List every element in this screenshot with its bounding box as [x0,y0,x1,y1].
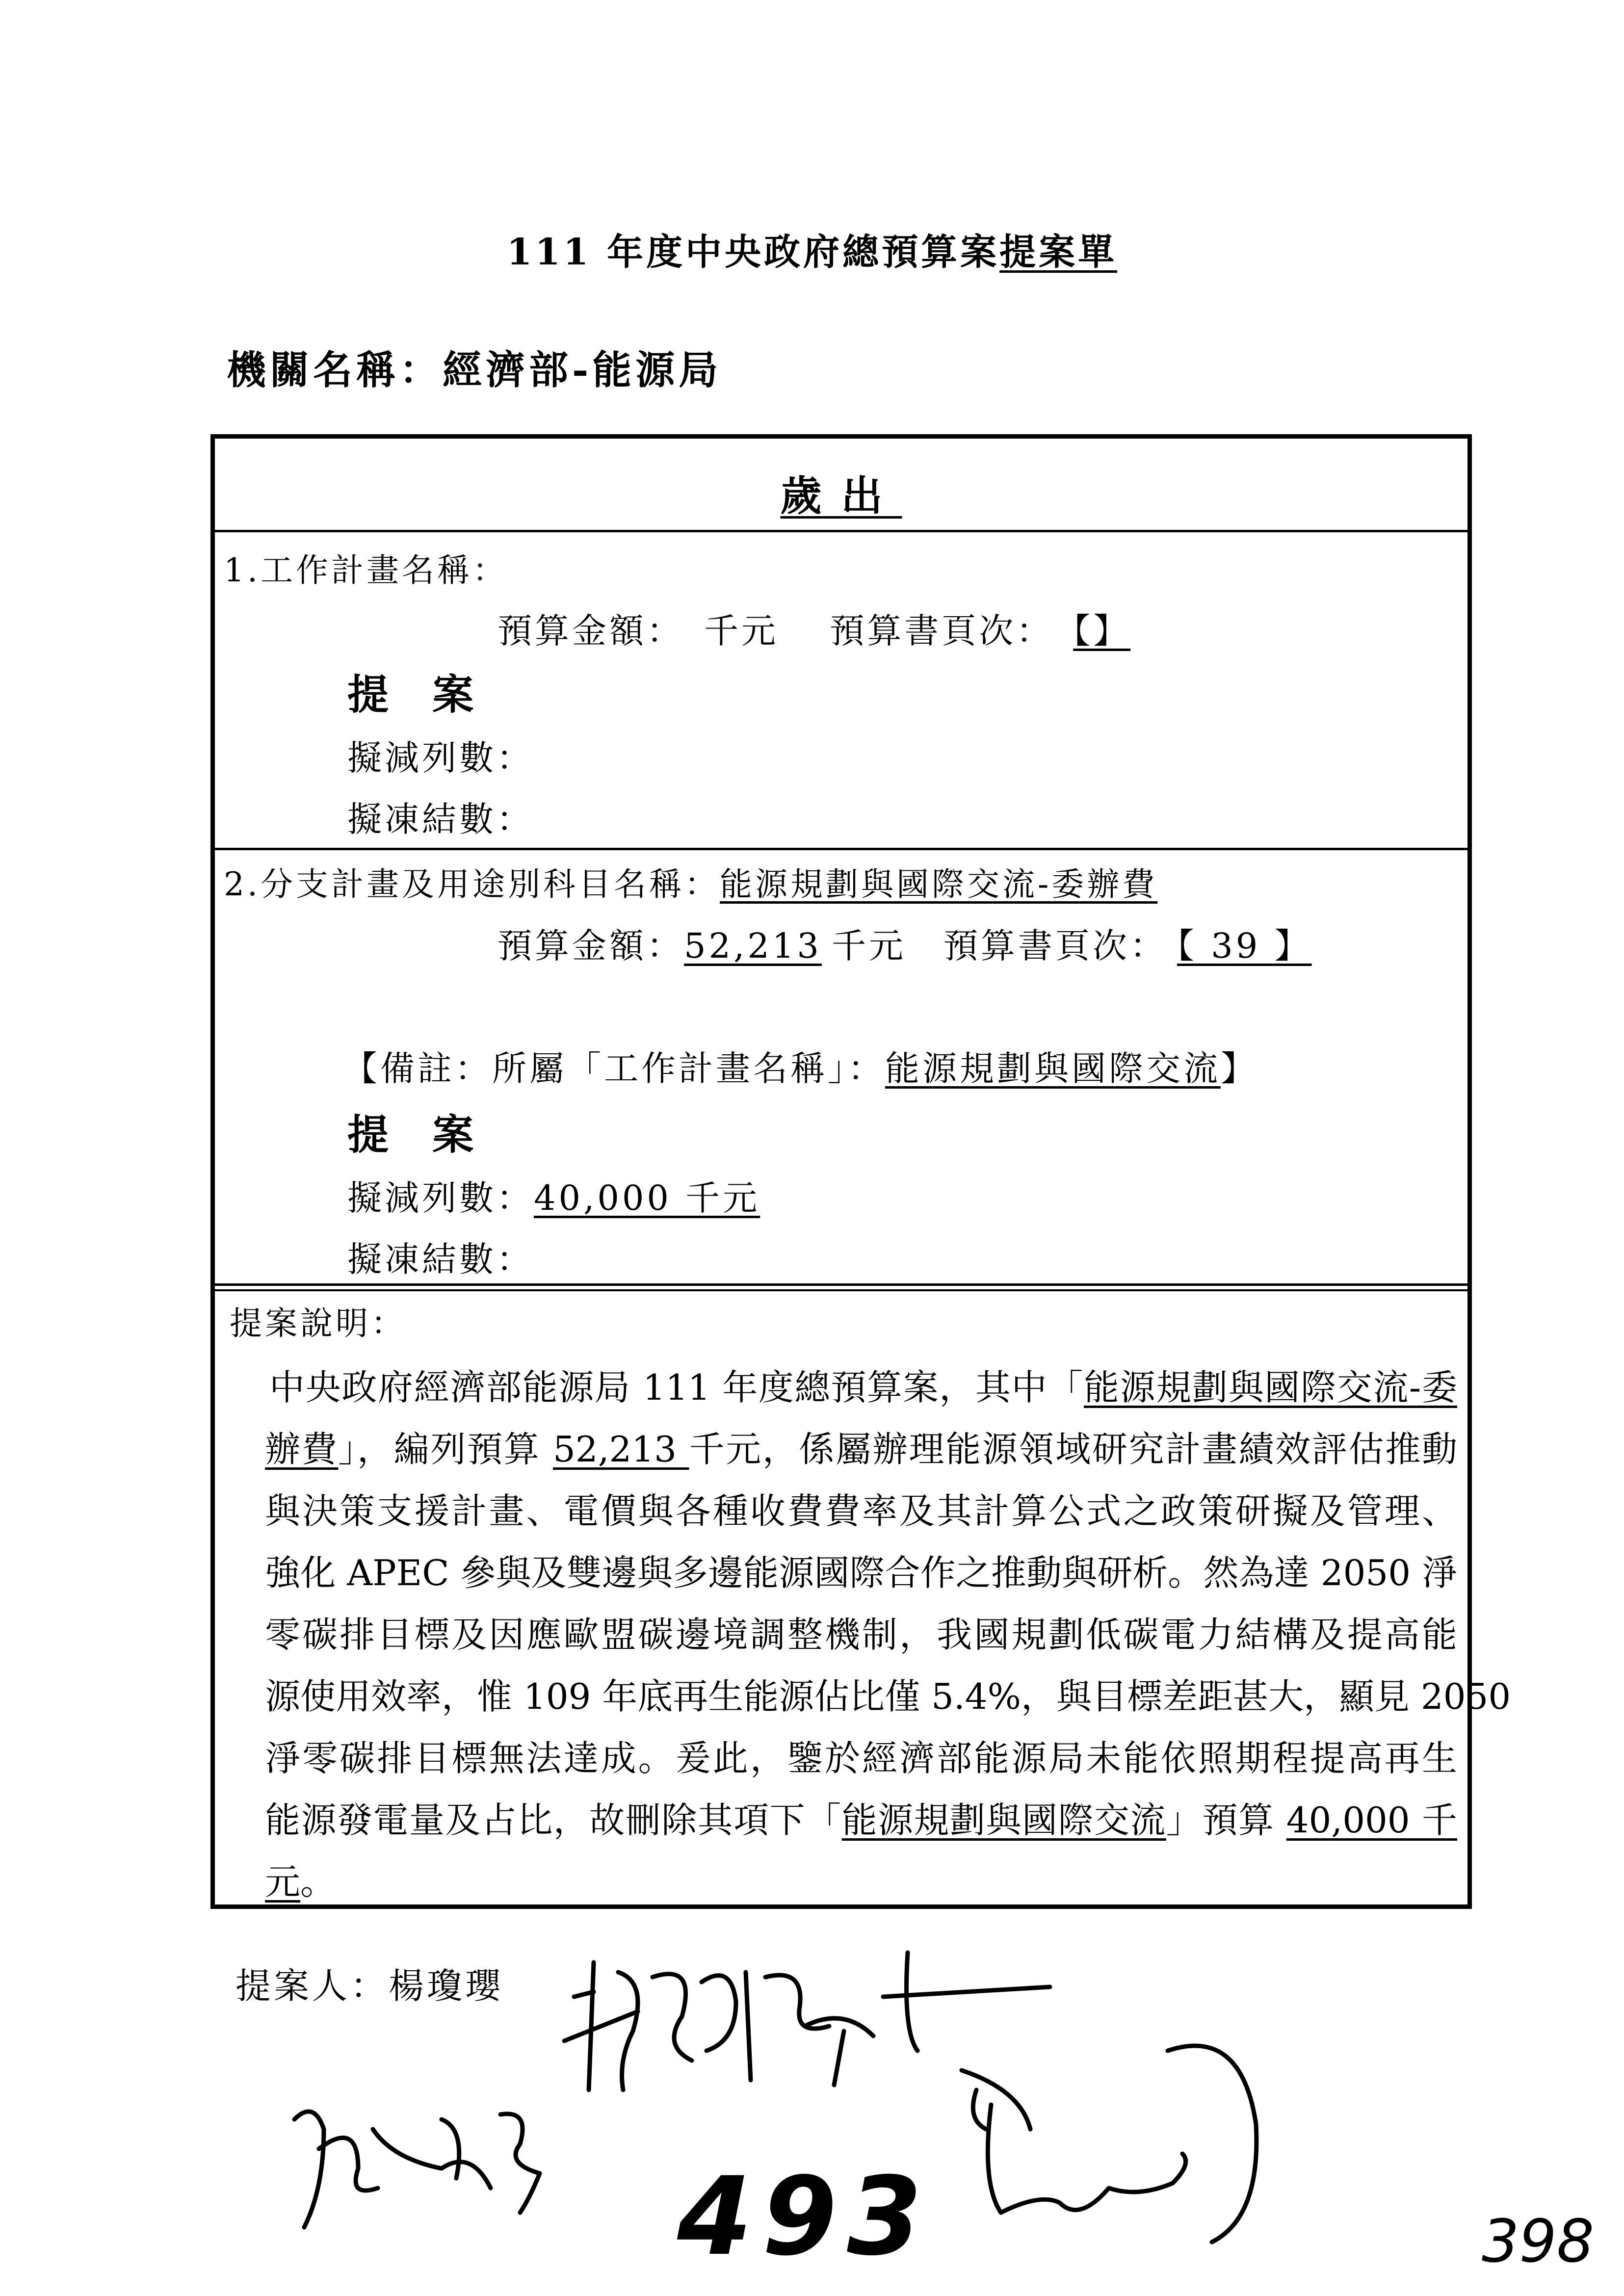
underlined-text: 辦費 [265,1429,339,1470]
underlined-text: 能源規劃與國際交流 [841,1800,1166,1841]
underlined-text: 能源規劃與國際交流-委 [1083,1367,1457,1408]
explanation-line [269,1359,1457,1410]
text-segment: 。 [300,1861,336,1903]
item1-label: 1.工作計畫名稱： [224,551,508,589]
item2-budget-unit: 千元 預算書頁次： [831,926,1167,966]
document-title [0,223,1624,275]
text-segment: 強化 APEC 參與及雙邊與多邊能源國際合作之推動與研析。然為達 2050 淨 [265,1552,1457,1593]
explanation-line [265,1483,1457,1534]
text-segment: 零碳排目標及因應歐盟碳邊境調整機制，我國規劃低碳電力結構及提高能 [265,1614,1457,1655]
explanation-label: 提案說明： [230,1305,406,1342]
item1-budget-line [498,603,1150,653]
text-segment: 」預算 [1166,1800,1286,1841]
note-name: 能源規劃與國際交流 [885,1048,1221,1089]
item1-budget-text: 預算金額： 千元 預算書頁次： [498,611,1054,651]
explanation-line [265,1792,1457,1843]
text-segment: 能源發電量及占比，故刪除其項下「 [265,1800,842,1841]
divider [215,530,1467,532]
item1-proposal-heading: 提 案 [347,670,489,719]
underlined-text: 元 [265,1861,301,1903]
underlined-text: 52,213 [552,1429,689,1470]
note-prefix: 【備註：所屬「工作計畫名稱」： [343,1048,885,1089]
item2-label-text: 2.分支計畫及用途別科目名稱： [224,865,720,903]
item2-freeze-label: 擬凍結數： [347,1239,534,1279]
agency-name: 機關名稱：經濟部-能源局 [227,347,722,393]
divider [215,848,1467,850]
explanation-line [265,1668,1511,1719]
item1-page-ref: 【】 [1073,611,1131,651]
text-segment: 中央政府經濟部能源局 111 年度總預算案，其中「 [269,1367,1084,1408]
item2-label [224,858,1157,905]
title-main: 111 年度中央政府總預算案 [506,231,1000,273]
signature-3 [962,2046,1257,2242]
divider [215,1289,1467,1291]
item2-reduce-value: 40,000 千元 [534,1178,760,1218]
item2-proposal-heading: 提 案 [347,1110,489,1159]
explanation-line [265,1730,1457,1781]
text-segment: 與決策支援計畫、電價與各種收費費率及其計算公式之政策研擬及管理、 [265,1490,1457,1532]
divider [215,1283,1467,1286]
explanation-line [265,1421,1457,1472]
proposer-label: 提案人： [236,1965,389,2007]
title-tail: 提案單 [999,231,1118,273]
item2-budget-line [498,918,1356,968]
page-number: 398 [1482,2208,1595,2276]
item2-name: 能源規劃與國際交流-委辦費 [719,865,1158,903]
item2-reduce [347,1171,760,1220]
item1-freeze-label: 擬凍結數： [347,799,534,839]
item1-reduce-label: 擬減列數： [347,738,534,778]
text-segment: 源使用效率，惟 109 年底再生能源佔比僅 5.4%，與目標差距甚大，顯見 2050 [265,1676,1511,1717]
text-segment: 千元，係屬辦理能源領域研究計畫績效評估推動 [689,1429,1457,1470]
note-suffix: 】 [1221,1048,1258,1089]
item2-budget-label: 預算金額： [498,926,684,966]
item2-page-ref: 【 39 】 [1177,926,1312,966]
signature-1 [564,1953,1050,2090]
signature-2 [294,2112,540,2227]
text-segment: 」，編列預算 [338,1429,553,1470]
item2-budget-amount: 52,213 [684,926,822,966]
underlined-text: 40,000 千 [1286,1800,1457,1841]
item2-note [343,1041,1258,1091]
explanation-line [265,1606,1457,1657]
explanation-line [265,1544,1457,1595]
handwritten-count: 493 [677,2154,932,2279]
item2-reduce-label: 擬減列數： [347,1178,534,1218]
explanation-line [265,1853,1457,1905]
text-segment: 淨零碳排目標無法達成。爰此，鑒於經濟部能源局未能依照期程提高再生 [265,1738,1457,1779]
section-header: 歲出 [780,471,902,520]
proposer-name: 楊瓊瓔 [389,1965,504,2007]
